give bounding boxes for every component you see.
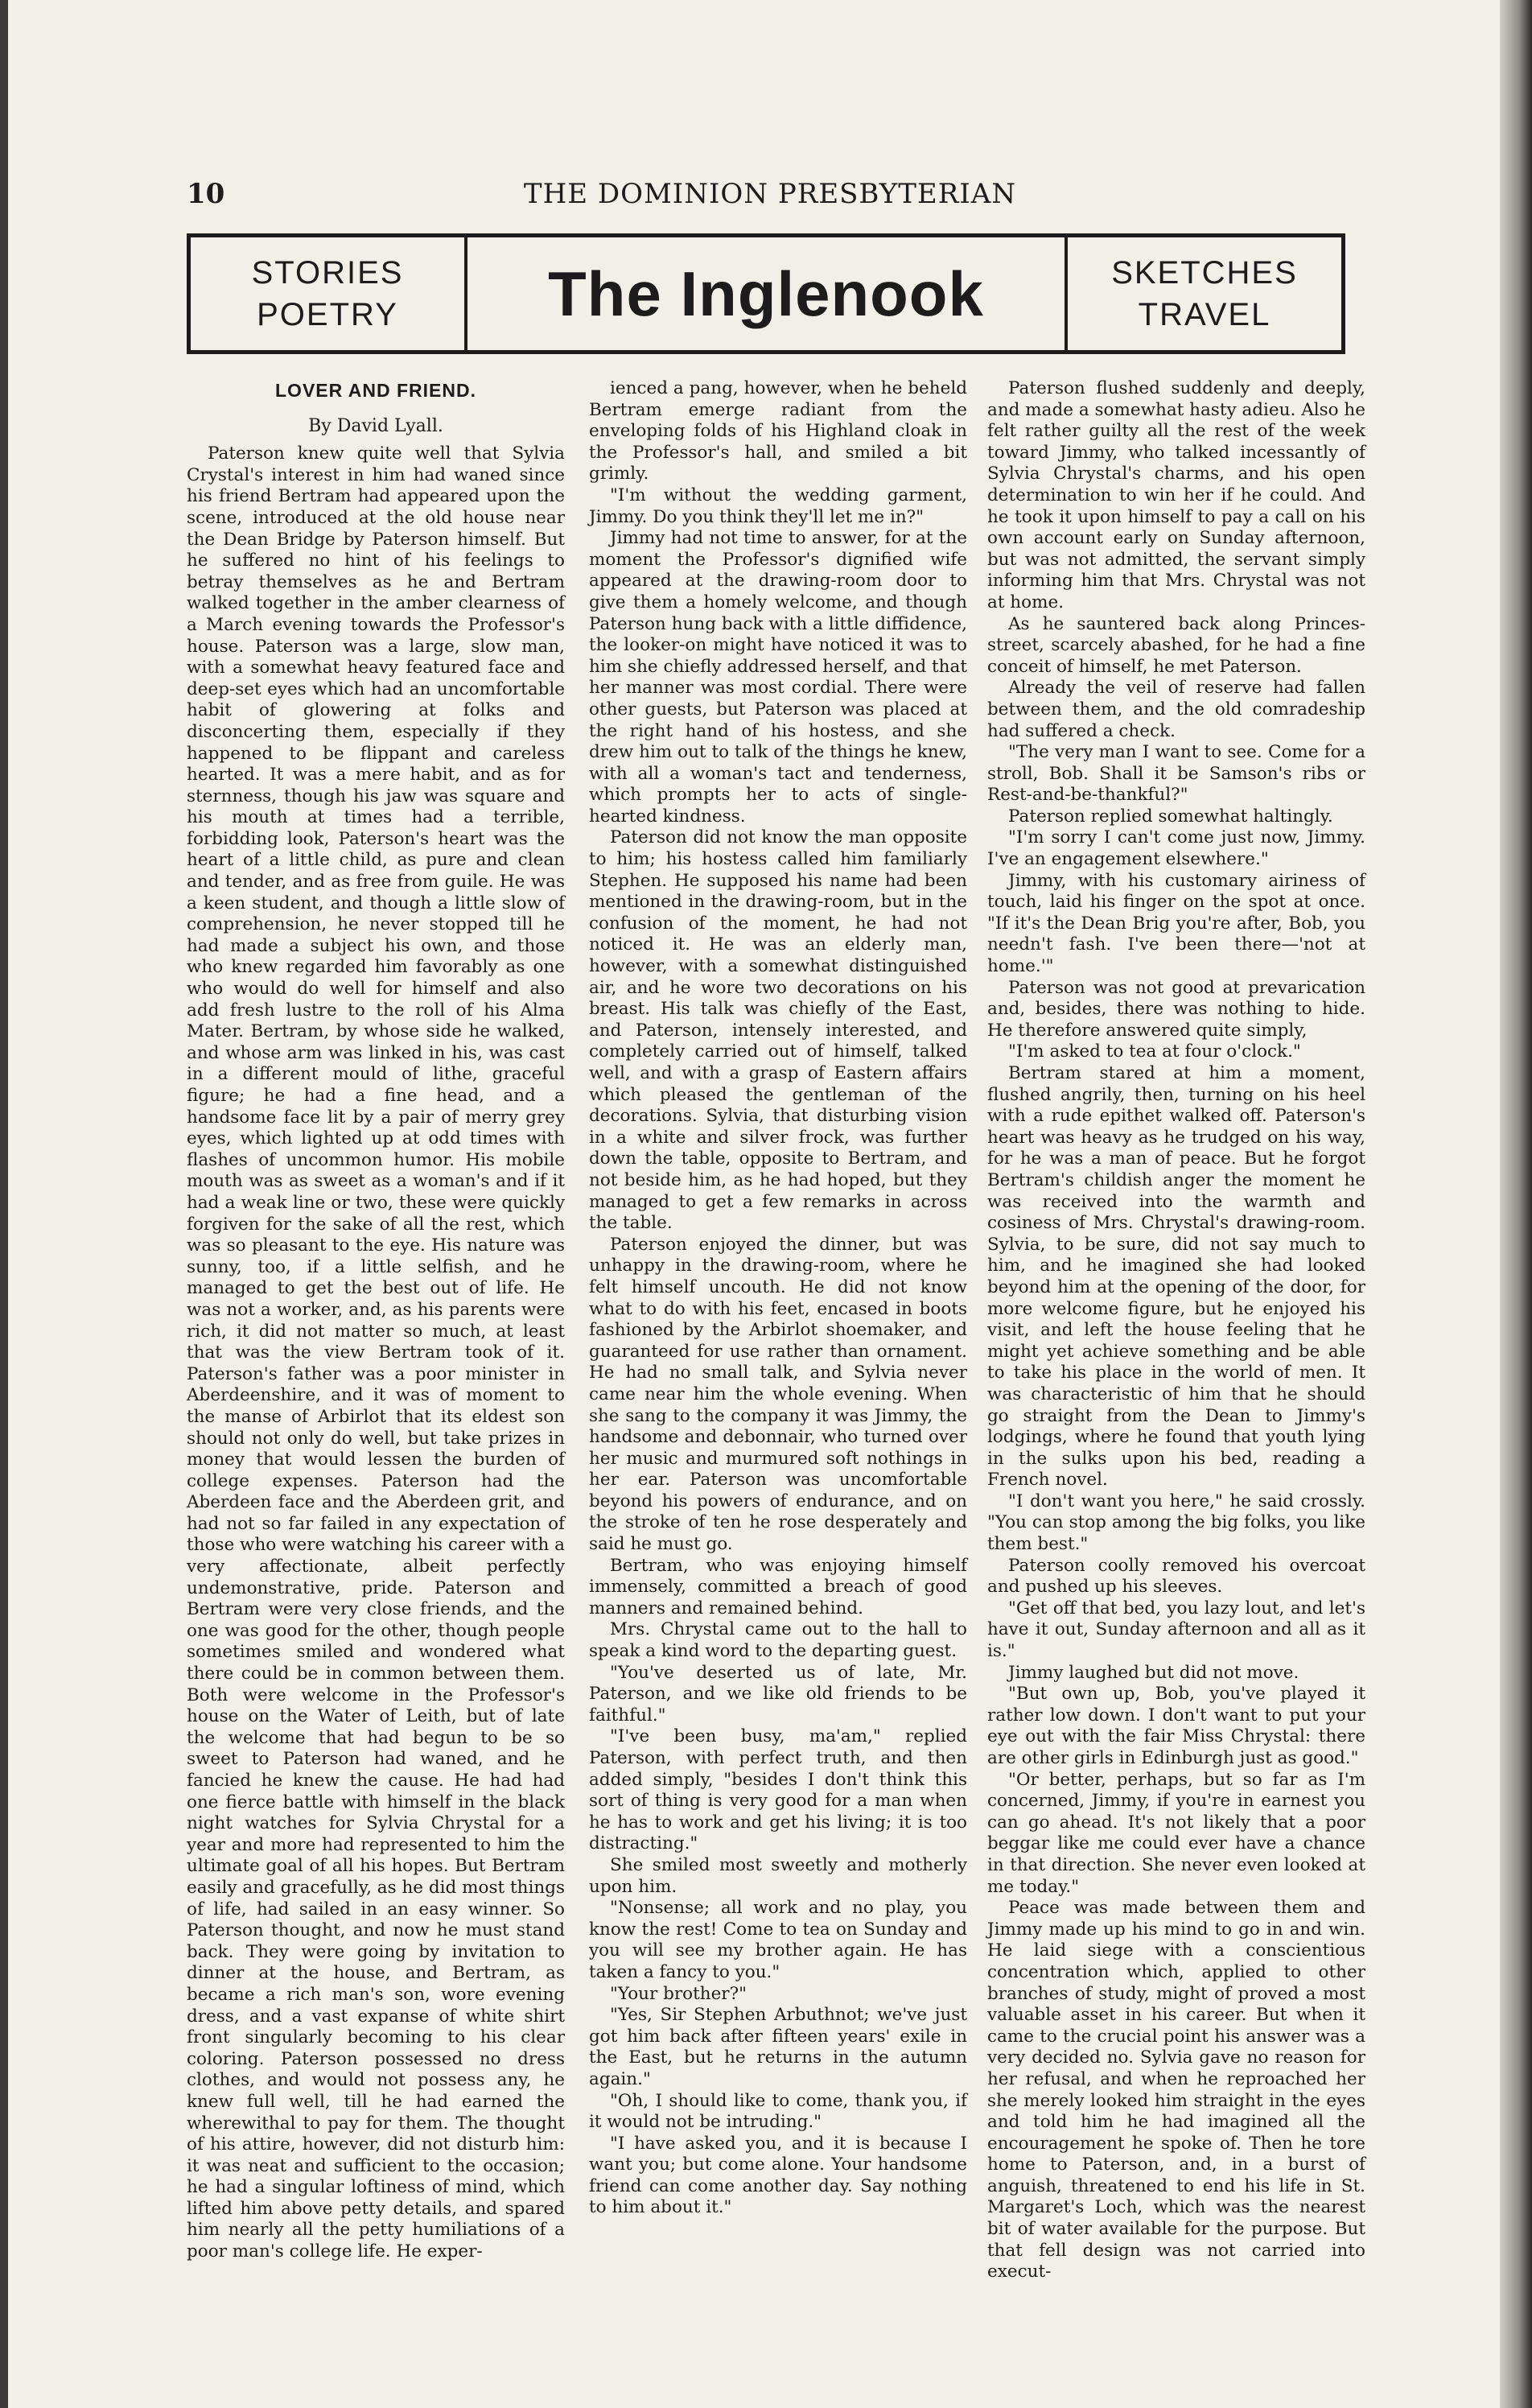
article-columns: [187, 378, 1369, 2358]
page-number: 10: [187, 178, 225, 210]
banner-right-box: [1065, 237, 1341, 350]
paragraph: "Get off that bed, you lazy lout, and let's have it out, Sunday afternoon and all as it is.": [987, 1598, 1365, 1662]
scan-left-edge: [0, 0, 8, 2408]
paragraph: Paterson did not know the man opposite to him; his hostess called him familiarly Stephen. He supposed his name had been mentioned in the drawing-room, but in the confusion of the moment, he had not noticed it. He was an elderly man, however, with a somewhat distinguished air, and he wore two decorations on his breast. His talk was chiefly of the East, and Paterson, intensely interested, and completely carried out of himself, talked well, and with a grasp of Eastern affairs which pleased the gentleman of the decorations. Sylvia, that disturbing vision in a white and silver frock, was further down the table, opposite to Bertram, and not beside him, as he had hoped, but they managed to get a few remarks in across the table.: [589, 827, 967, 1234]
article-title: LOVER AND FRIEND.: [275, 380, 476, 401]
paragraph: "Your brother?": [610, 1983, 747, 2004]
paragraph: Already the veil of reserve had fallen between them, and the old comradeship had suffered a check.: [987, 678, 1365, 741]
paragraph: Bertram stared at him a moment, flushed angrily, then, turning on his heel with a rude epithet walked off. Paterson's heart was heavy as he trudged on his way, for he was a man of peace. But he forgot Bertram's childish anger the moment he was received into the warmth and cosiness of Mrs. Chrystal's drawing-room. Sylvia, to be sure, did not say much to him, and he imagined she had looked beyond him at the opening of the door, for more welcome figure, but he enjoyed his visit, and left the house feeling that he might yet achieve something and be able to take his place in the world of men. It was characteristic of him that he should go straight from the Dean to Jimmy's lodgings, where he found that youth lying in the sulks upon his bed, reading a French novel.: [987, 1063, 1365, 1491]
banner-right-bottom: TRAVEL: [1138, 297, 1271, 332]
paragraph: Paterson coolly removed his overcoat and pushed up his sleeves.: [987, 1555, 1365, 1598]
column-1-body: [187, 443, 565, 2262]
banner-left-bottom: POETRY: [257, 297, 398, 332]
column-1: [187, 378, 565, 2263]
paragraph: Paterson replied somewhat haltingly.: [1008, 806, 1333, 827]
article-byline: By David Lyall.: [308, 415, 443, 436]
paragraph: "The very man I want to see. Come for a stroll, Bob. Shall it be Samson's ribs or Rest-and-be-thankful?": [987, 742, 1365, 806]
paragraph: As he sauntered back along Princes-street, scarcely abashed, for he had a fine conceit of himself, he met Paterson.: [987, 613, 1365, 677]
paragraph: ienced a pang, however, when he beheld Bertram emerge radiant from the enveloping folds of his Highland cloak in the Professor's hall, and smiled a bit grimly.: [589, 378, 967, 484]
paragraph: Paterson enjoyed the dinner, but was unhappy in the drawing-room, where he felt himself uncouth. He did not know what to do with his feet, encased in boots fashioned by the Arbirlot shoemaker, and guaranteed for use rather than ornament. He had no small talk, and Sylvia never came near him the whole evening. When she sang to the company it was Jimmy, the handsome and debonnair, who turned over her music and murmured soft nothings in her ear. Paterson was uncomfortable beyond his powers of endurance, and on the stroke of ten he rose desperately and said he must go.: [589, 1234, 967, 1555]
paragraph: She smiled most sweetly and motherly upon him.: [589, 1854, 967, 1897]
paragraph: "You've deserted us of late, Mr. Paterson, and we like old friends to be faithful.": [589, 1662, 967, 1726]
paragraph: Paterson was not good at prevarication and, besides, there was nothing to hide. He therefore answered quite simply,: [987, 977, 1365, 1041]
banner-left-top: STORIES: [251, 255, 404, 291]
paragraph: Paterson flushed suddenly and deeply, and made a somewhat hasty adieu. Also he felt rather guilty all the rest of the week toward Jimmy, who talked incessantly of Sylvia Chrystal's charms, and his open determination to win her if he could. And he took it upon himself to pay a call on his own account early on Sunday afternoon, but was not admitted, the servant simply informing him that Mrs. Chrystal was not at home.: [987, 378, 1365, 612]
banner-title: The Inglenook: [548, 258, 984, 329]
paragraph: "Yes, Sir Stephen Arbuthnot; we've just got him back after fifteen years' exile in the East, but he returns in the autumn again.": [589, 2005, 967, 2089]
paragraph: Bertram, who was enjoying himself immensely, committed a breach of good manners and remained behind.: [589, 1555, 967, 1618]
paragraph: "Oh, I should like to come, thank you, if it would not be intruding.": [589, 2090, 967, 2133]
paragraph: "Or better, perhaps, but so far as I'm concerned, Jimmy, if you're in earnest you can go ahead. It's not likely that a poor beggar like me could ever have a chance in that direction. She never even looked at me today.": [987, 1769, 1365, 1897]
section-banner: [187, 233, 1345, 354]
paragraph: Jimmy, with his customary airiness of touch, laid his finger on the spot at once. "If it's the Dean Brig you're after, Bob, you needn't fash. I've been there—'not at home.'": [987, 870, 1365, 977]
column-2-body: [589, 378, 967, 2219]
column-2: [589, 378, 967, 2219]
banner-left-box: [191, 237, 467, 350]
paragraph: Jimmy had not time to answer, for at the moment the Professor's dignified wife appeared at the drawing-room door to give them a homely welcome, and though Paterson hung back with a little diffidence, the looker-on might have noticed it was to him she chiefly addressed herself, and that her manner was most cordial. There were other guests, but Paterson was placed at the right hand of his hostess, and she drew him out to talk of the things he knew, with all a woman's tact and tenderness, which prompts her to acts of single-hearted kindness.: [589, 528, 967, 827]
paragraph: Mrs. Chrystal came out to the hall to speak a kind word to the departing guest.: [589, 1619, 967, 1662]
journal-title: THE DOMINION PRESBYTERIAN: [523, 178, 1017, 210]
column-3: [987, 378, 1365, 2283]
paragraph: "I'm without the wedding garment, Jimmy. Do you think they'll let me in?": [589, 484, 967, 527]
paragraph: Jimmy laughed but did not move.: [1008, 1662, 1299, 1683]
paragraph: Peace was made between them and Jimmy made up his mind to go in and win. He laid siege with a conscientious concentration which, applied to other branches of study, might of proved a most valuable asset in his career. But when it came to the crucial point his answer was a very decided no. Sylvia gave no reason for her refusal, and when he reproached her she merely looked him straight in the eyes and told him he had imagined all the encouragement he spoke of. Then he tore home to Paterson, and, in a burst of anguish, threatened to end his life in St. Margaret's Loch, which was the nearest bit of water available for the purpose. But that fell design was not carried into execut-: [987, 1898, 1365, 2282]
paragraph: "I don't want you here," he said crossly. "You can stop among the big folks, you like them best.": [987, 1491, 1365, 1555]
paragraph: "Nonsense; all work and no play, you know the rest! Come to tea on Sunday and you will see my brother again. He has taken a fancy to you.": [589, 1898, 967, 1982]
paragraph: "But own up, Bob, you've played it rather low down. I don't want to put your eye out with the fair Miss Chrystal: there are other girls in Edinburgh just as good.": [987, 1684, 1365, 1768]
banner-right-top: SKETCHES: [1111, 255, 1298, 291]
paragraph: "I'm sorry I can't come just now, Jimmy. I've an engagement elsewhere.": [987, 827, 1365, 870]
paragraph: "I've been busy, ma'am," replied Paterson, with perfect truth, and then added simply, "besides I don't think this sort of thing is very good for a man when he has to work and get his living; it is too distracting.": [589, 1726, 967, 1854]
running-head: [187, 173, 1353, 221]
paragraph: Paterson knew quite well that Sylvia Crystal's interest in him had waned since his friend Bertram had appeared upon the scene, introduced at the old house near the Dean Bridge by Paterson himself. But he suffered no hint of his feelings to betray themselves as he and Bertram walked together in the amber clearness of a March evening towards the Professor's house. Paterson was a large, slow man, with a somewhat heavy featured face and deep-set eyes which had an uncomfortable habit of glowering at folks and disconcerting them, especially if they happened to be flippant and careless hearted. It was a mere habit, and as for sternness, though his jaw was square and his mouth at times had a terrible, forbidding look, Paterson's heart was the heart of a little child, as pure and clean and tender, and as free from guile. He was a keen student, and though a little slow of comprehension, he never stopped till he had made a subject his own, and those who knew regarded him favorably as one who would do well for himself and also add fresh lustre to the roll of his Alma Mater. Bertram, by whose side he walked, and whose arm was linked in his, was cast in a different mould of lithe, graceful figure; he had a fine head, and a handsome face lit by a pair of merry grey eyes, which lighted up at odd times with flashes of uncommon humor. His mobile mouth was as sweet as a woman's and if it had a weak line or two, these were quickly forgiven for the sake of all the rest, which was so pleasant to the eye. His nature was sunny, too, if a little selfish, and he managed to get the best out of life. He was not a worker, and, as his parents were rich, it did not matter so much, at least that was the view Bertram took of it. Paterson's father was a poor minister in Aberdeenshire, and it was of moment to the manse of Arbirlot that its eldest son should not only do well, but take prizes in money that would lessen the burden of college expenses. Paterson had the Aberdeen face and the Aberdeen grit, and had not so far failed in any expectation of those who were watching his career with a very affectionate, albeit perfectly undemonstrative, pride. Paterson and Bertram were very close friends, and the one was good for the other, though people sometimes smiled and wondered what there could be in common between them. Both were welcome in the Professor's house on the Water of Leith, but of late the welcome that had begun to be so sweet to Paterson had waned, and he fancied he knew the cause. He had had one fierce battle with himself in the black night watches for Sylvia Chrystal for a year and more had represented to him the ultimate goal of all his hopes. But Bertram easily and gracefully, as he did most things of life, had sailed in an easy winner. So Paterson thought, and now he must stand back. They were going by invitation to dinner at the house, and Bertram, as became a rich man's son, wore evening dress, and a vast expanse of white shirt front singularly becoming to his clear coloring. Paterson possessed no dress clothes, and would not possess any, he knew full well, till he had earned the wherewithal to pay for them. The thought of his attire, however, did not disturb him: it was neat and sufficient to the occasion; he had a singular loftiness of mind, which lifted him above petty details, and spared him nearly all the petty humiliations of a poor man's college life. He exper-: [187, 443, 565, 2262]
paragraph: "I have asked you, and it is because I want you; but come alone. Your handsome friend can come another day. Say nothing to him about it.": [589, 2133, 967, 2218]
column-3-body: [987, 378, 1365, 2283]
paragraph: "I'm asked to tea at four o'clock.": [1008, 1041, 1301, 1062]
scan-right-edge: [1500, 0, 1532, 2408]
